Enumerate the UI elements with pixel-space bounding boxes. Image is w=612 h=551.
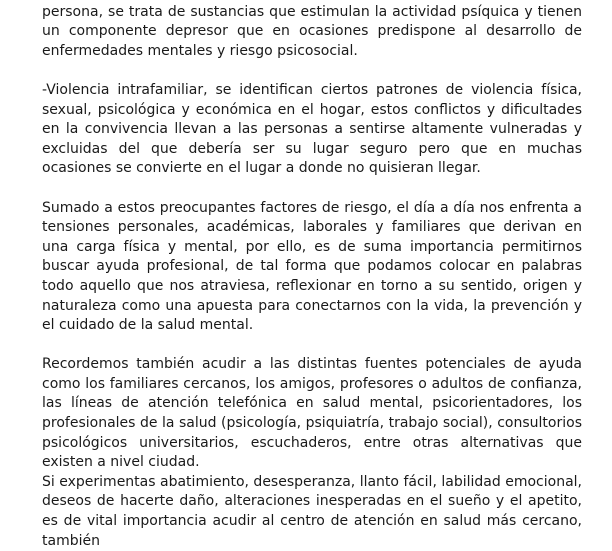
paragraph-substance-use: persona, se trata de sustancias que estimulan la actividad psíquica y tienen un componente depresor que en ocasiones predispone al desarrollo de enfermedades mentales y riesgo psicosocial. [42,3,582,59]
document-body [42,0,582,551]
paragraph-domestic-violence: -Violencia intrafamiliar, se identifican ciertos patrones de violencia física, sexual, psicológica y económica en el hogar, estos conflictos y dificultades en la convivencia llevan a las personas a sentirse altamente vulneradas y excluidas del que debería ser su lugar seguro pero que en muchas ocasiones se convierte en el lugar a donde no quisieran llegar. [42,81,582,177]
paragraph-seek-help: Sumado a estos preocupantes factores de riesgo, el día a día nos enfrenta a tensiones personales, académicas, laborales y familiares que derivan en una carga física y mental, por ello, es de suma importancia permitirnos buscar ayuda profesional, de tal forma que podamos colocar en palabras todo aquello que nos atraviesa, reflexionar en torno a su sentido, origen y naturaleza como una apuesta para conectarnos con la vida, la prevención y el cuidado de la salud mental. [42,199,582,334]
paragraph-help-sources: Recordemos también acudir a las distintas fuentes potenciales de ayuda como los familiares cercanos, los amigos, profesores o adultos de confianza, las líneas de atención telefónica en salud mental, psicorientadores, los profesionales de la salud (psicología, psiquiatría, trabajo social), consultorios psicológicos universitarios, escuchaderos, entre otras alternativas que existen a nivel ciudad. [42,356,582,471]
paragraph-warning-signs: Si experimentas abatimiento, desesperanza, llanto fácil, labilidad emocional, deseos de hacerte daño, alteraciones inesperadas en el sueño y el apetito, es de vital importancia acudir al centro de atención en salud más cercano, también [42,473,582,549]
